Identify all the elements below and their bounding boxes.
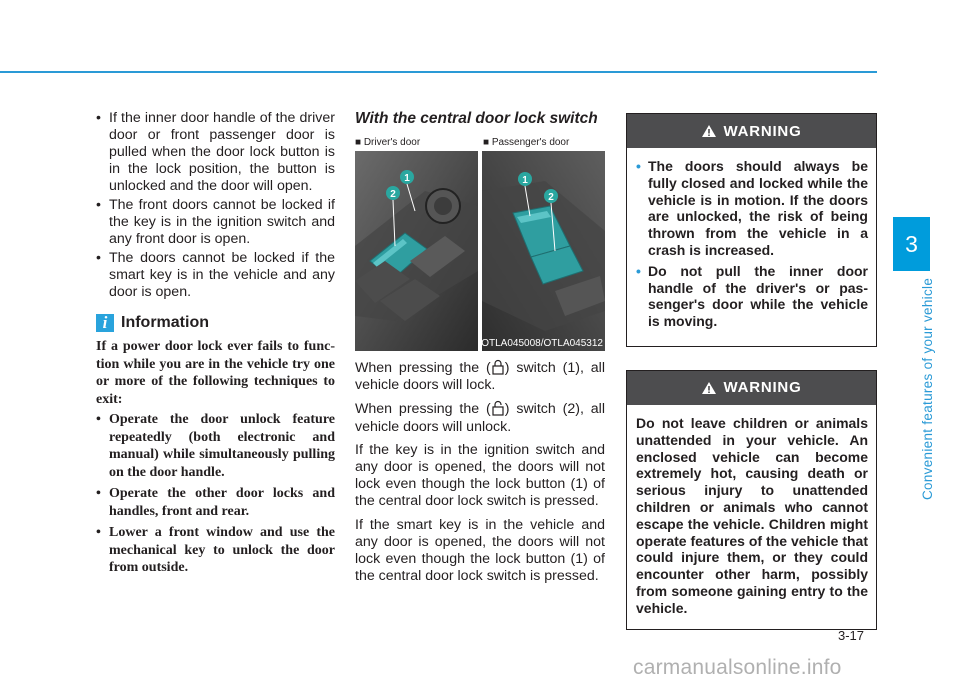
photo-code: OTLA045008/OTLA045312 [481, 338, 603, 349]
list-item: • The doors cannot be locked if the smart key is in the vehicle and any door is open. [96, 250, 335, 301]
warning-body [627, 405, 876, 629]
unlock-icon [491, 400, 505, 416]
list-item: • Do not pull the inner door handle of the driver's or passenger's door while the vehicle is moving. [636, 263, 868, 330]
chapter-title [893, 277, 935, 500]
warning-icon [701, 381, 717, 395]
information-list [96, 411, 335, 577]
list-item: • Lower a front window and use the mechanical key to unlock the door from outside. [96, 524, 335, 577]
unlock-paragraph [355, 400, 605, 435]
left-column [96, 110, 335, 581]
caption-drivers-door: ■ Driver's door [355, 137, 421, 148]
smart-key-paragraph: If the smart key is in the vehicle and any door is opened, the doors will not lock even though the lock button (1) of the central door lock switch is pressed. [355, 516, 605, 585]
warning-icon [701, 124, 717, 138]
section-title: With the central door lock switch [355, 110, 598, 127]
caption-passengers-door: ■ Passenger's door [483, 137, 570, 148]
warning-label: WARNING [723, 122, 802, 140]
warning-list [636, 158, 868, 330]
middle-column [355, 110, 605, 585]
svg-text:2: 2 [548, 192, 554, 203]
information-text: If a power door lock ever fails to function while you are in the vehicle try one or more of the following techniques to exit: [96, 339, 335, 407]
information-title: Information [121, 314, 209, 331]
svg-text:1: 1 [522, 175, 528, 186]
top-rule [0, 71, 877, 73]
information-heading [96, 314, 335, 332]
door-switch-illustration [355, 151, 605, 351]
warning-box-doors [626, 113, 877, 347]
key-in-ignition-paragraph: If the key is in the ignition switch and any door is opened, the doors will not lock even though the lock button (1) of the central door lock switch is pressed. [355, 441, 605, 510]
warning-body [627, 148, 876, 346]
text-span: ) switch (1), all vehicle doors will lock. [355, 360, 605, 394]
text-span: When pressing the ( [355, 360, 491, 376]
door-lock-notes [96, 110, 335, 301]
info-icon: i [96, 314, 114, 332]
list-item: • The doors should always be fully closed and locked while the vehicle is in motion. If the doors are unlocked, the risk of being thrown from the vehicle in a crash is increased. [636, 158, 868, 259]
watermark: carmanualsonline.info [633, 656, 842, 679]
chapter-title-text: Convenient features of your vehicle [919, 277, 935, 500]
svg-text:1: 1 [404, 173, 410, 184]
text-span: When pressing the ( [355, 401, 491, 418]
photo-captions [355, 137, 605, 151]
warning-header [627, 371, 876, 405]
lock-icon [491, 359, 505, 375]
list-item: • Operate the door unlock feature repeatedly (both electronic and manual) while simultaneously pulling on the door handle. [96, 411, 335, 481]
door-switch-photo [355, 151, 605, 351]
lock-paragraph [355, 359, 605, 394]
page-number: 3-17 [838, 628, 865, 643]
right-column [626, 113, 877, 630]
warning-text: Do not leave children or animals unattended in your vehicle. An enclosed vehicle can become extremely hot, causing death or serious injury to unattended children or animals who cannot escape the vehicle. Children might operate features of the vehicle that could injure them, or they could encounter other harm, possibly from someone gaining entry to the vehicle. [636, 414, 868, 616]
list-item: • If the inner door handle of the driver door or front passenger door is pulled when the door lock button is in the lock position, the button is unlocked and the door will open. [96, 110, 335, 195]
warning-label: WARNING [723, 379, 802, 397]
warning-header [627, 114, 876, 148]
list-item: • Operate the other door locks and handles, front and rear. [96, 485, 335, 520]
chapter-tab [893, 217, 930, 271]
text-span: ) switch (2), all vehicle doors will unlock. [355, 401, 605, 435]
warning-box-children [626, 370, 877, 630]
svg-text:2: 2 [390, 189, 396, 200]
chapter-number: 3 [905, 230, 918, 257]
list-item: • The front doors cannot be locked if the key is in the ignition switch and any front door is open. [96, 197, 335, 248]
